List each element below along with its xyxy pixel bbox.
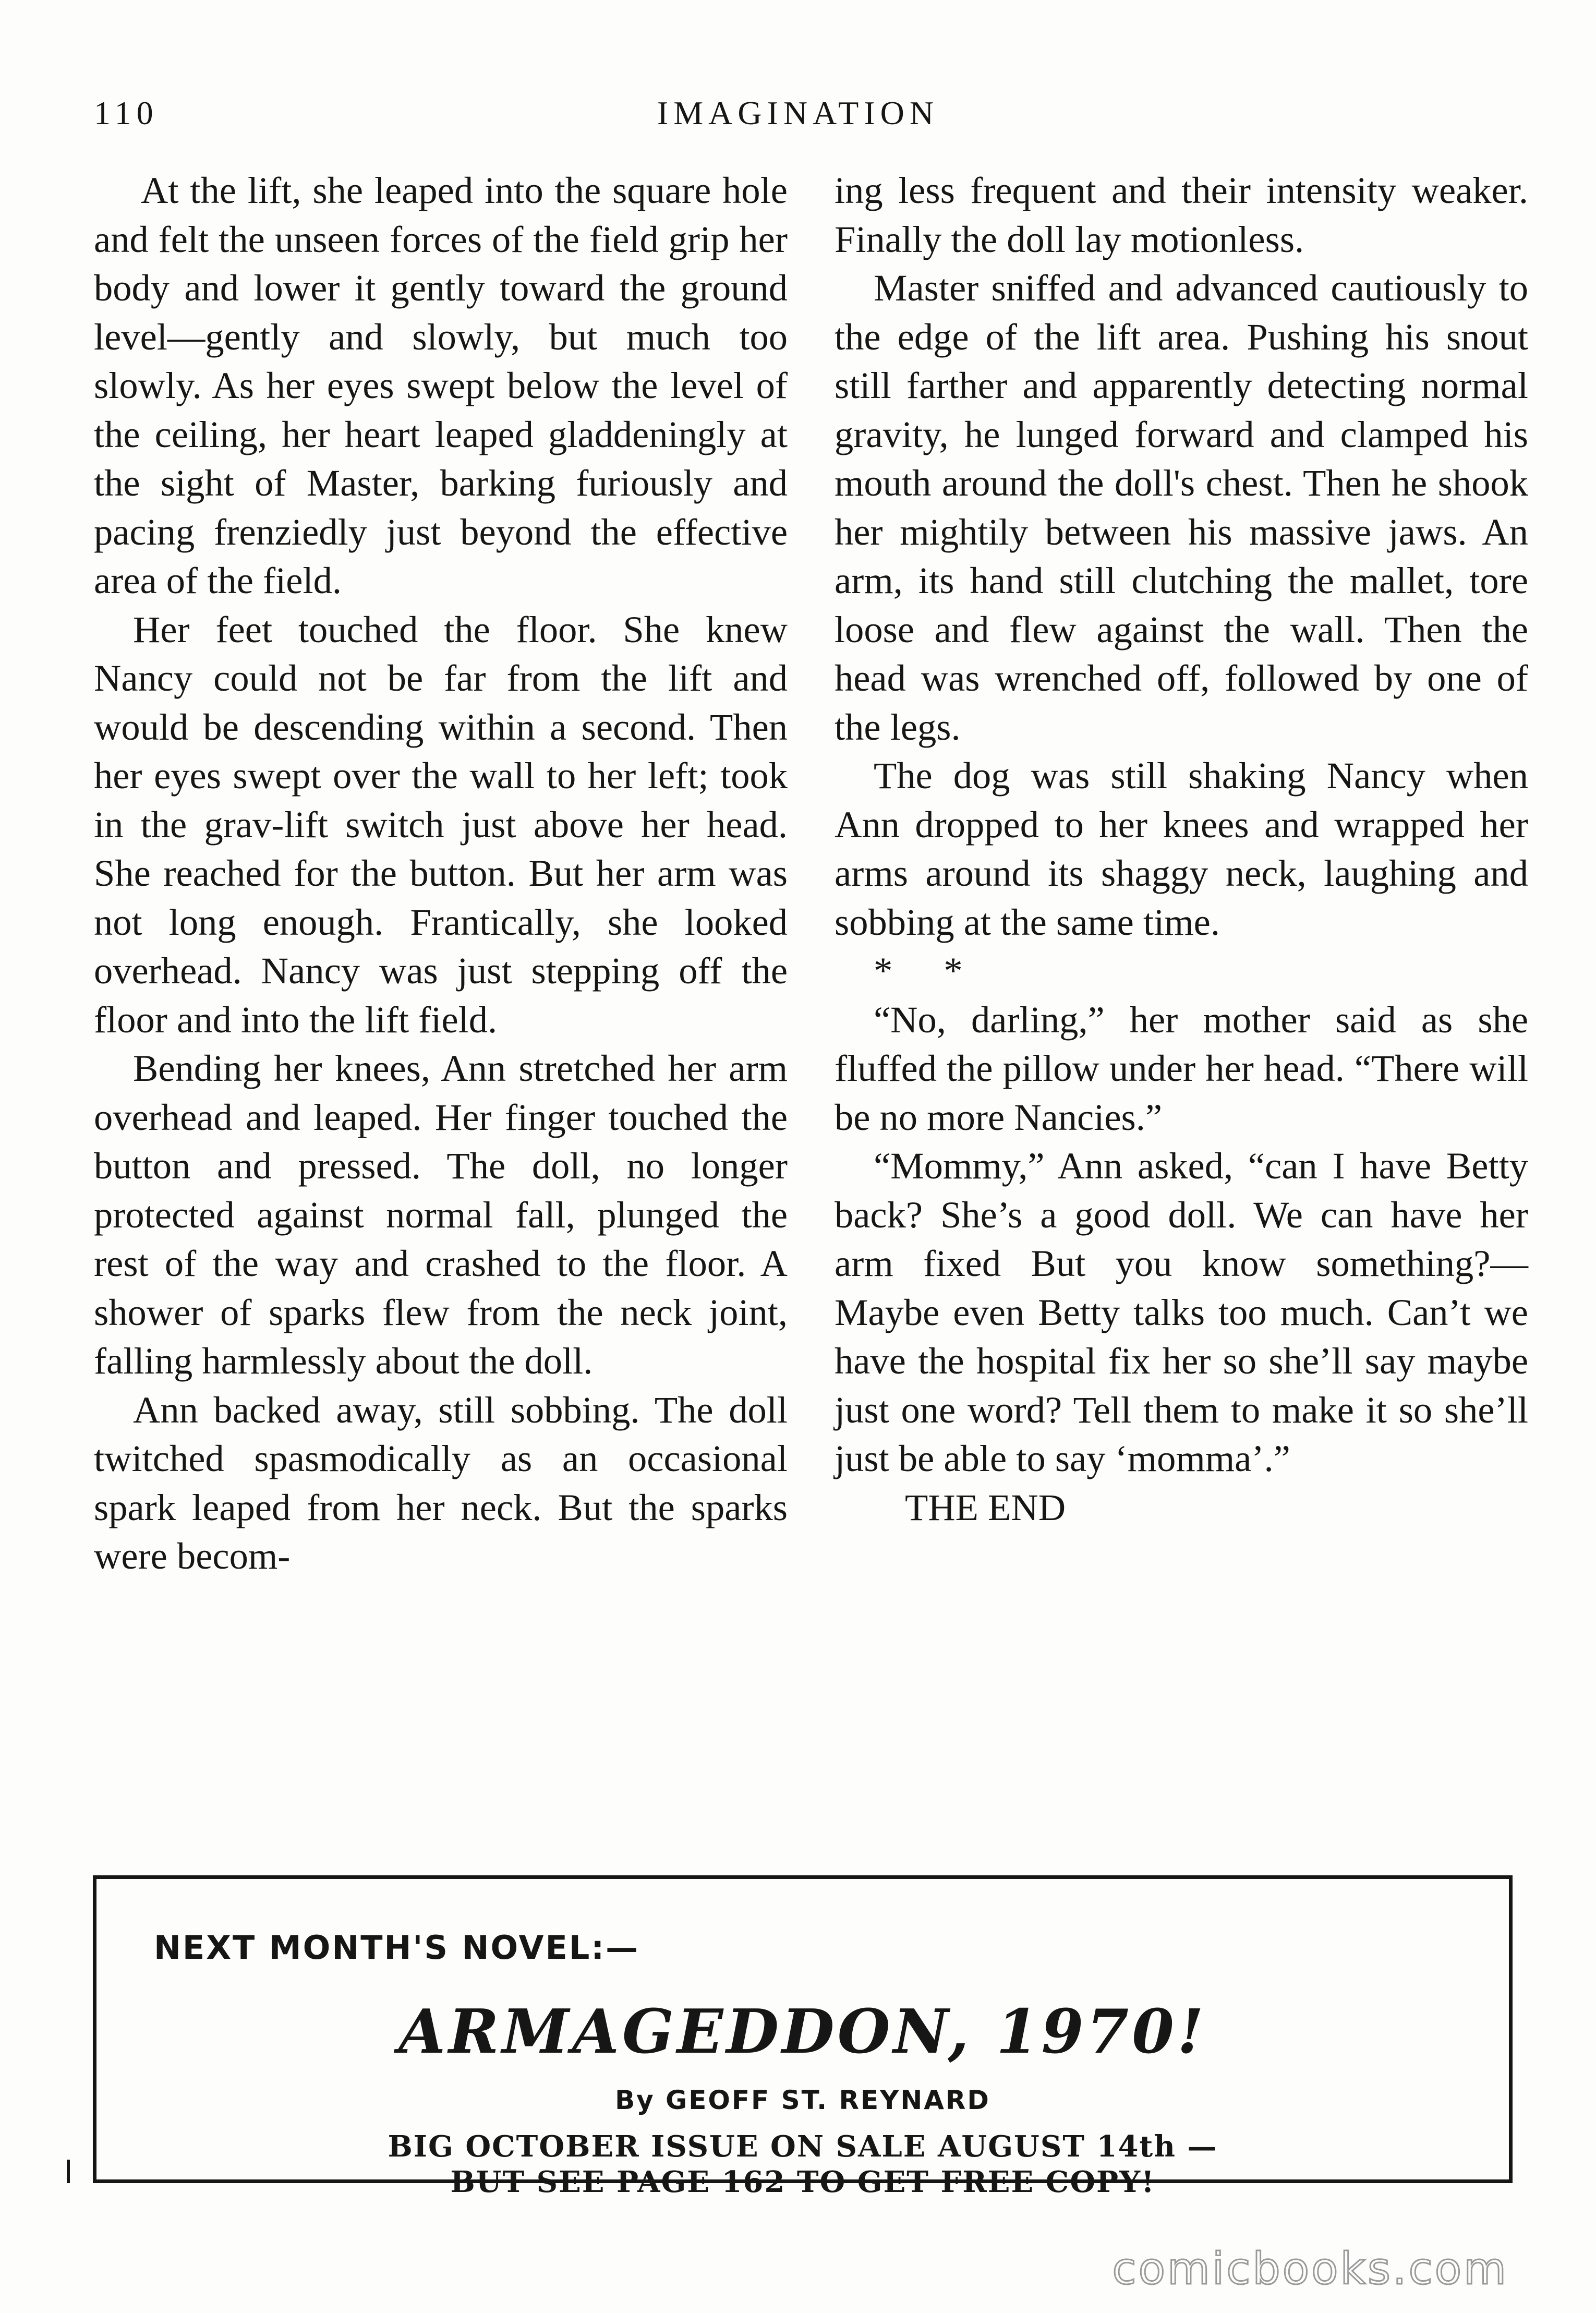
promo-sale-line: BIG OCTOBER ISSUE ON SALE AUGUST 14th — xyxy=(388,2129,1218,2164)
paragraph: The dog was still shaking Nancy when Ann dropped to her knees and wrapped her arms around its shaggy neck, laughing and sobbing at the same time. xyxy=(835,754,1528,943)
page-header xyxy=(0,78,1596,136)
print-mark xyxy=(67,2160,70,2183)
watermark: comicbooks.com xyxy=(1112,2243,1508,2294)
left-column xyxy=(94,166,788,1581)
paragraph: Master sniffed and advanced cautiously to the edge of the lift area. Pushing his snout still farther and apparently detecting normal gravity, he lunged forward and clamped his mouth around the doll's chest. Then he shook her mightily between his massive jaws. An arm, its hand still clutching the mallet, tore loose and flew against the wall. Then the head was wrenched off, followed by one of the legs. xyxy=(835,267,1528,748)
right-column xyxy=(835,166,1528,1532)
section-separator: * * xyxy=(874,949,984,992)
the-end: THE END xyxy=(905,1486,1066,1528)
paragraph: “Mommy,” Ann asked, “can I have Betty back? She’s a good doll. We can have her arm fixed But you know something?—Maybe even Betty talks too much. Can’t we have the hospital fix her so she’ll say maybe just one word? Tell them to make it so she’ll just be able to say ‘momma’.” xyxy=(835,1145,1528,1479)
promo-free-copy-line: BUT SEE PAGE 162 TO GET FREE COPY! xyxy=(450,2165,1155,2199)
promo-author: By GEOFF ST. REYNARD xyxy=(615,2085,990,2115)
promo-label: NEXT MONTH'S NOVEL:— xyxy=(154,1929,640,1967)
promo-title: ARMAGEDDON, 1970! xyxy=(398,1996,1207,2067)
running-head: IMAGINATION xyxy=(657,94,939,131)
paragraph: Ann backed away, still sobbing. The doll twitched spasmodically as an occasional spark leaped from her neck. But the sparks were becom- xyxy=(94,1388,788,1577)
paragraph: At the lift, she leaped into the square hole and felt the unseen forces of the field grip her body and lower it gently toward the ground level—gently and slowly, but much too slowly. As her eyes swept below the level of the ceiling, her heart leaped gladdeningly at the sight of Master, barking furiously and pacing frenziedly just beyond the effective area of the field. xyxy=(94,169,788,601)
page-number: 110 xyxy=(94,94,159,131)
paragraph: “No, darling,” her mother said as she fluffed the pillow under her head. “There will be no more Nancies.” xyxy=(835,998,1528,1138)
paragraph: ing less frequent and their intensity weaker. Finally the doll lay motionless. xyxy=(835,169,1528,260)
next-month-promo-box xyxy=(93,1875,1513,2199)
paragraph: Her feet touched the floor. She knew Nancy could not be far from the lift and would be descending within a second. Then her eyes swept over the wall to her left; took in the grav-lift switch just above her head. She reached for the button. But her arm was not long enough. Frantically, she looked overhead. Nancy was just stepping off the floor and into the lift field. xyxy=(94,608,788,1041)
paragraph: Bending her knees, Ann stretched her arm overhead and leaped. Her finger touched the button and pressed. The doll, no longer protected against normal fall, plunged the rest of the way and crashed to the floor. A shower of sparks flew from the neck joint, falling harmlessly about the doll. xyxy=(94,1047,788,1382)
